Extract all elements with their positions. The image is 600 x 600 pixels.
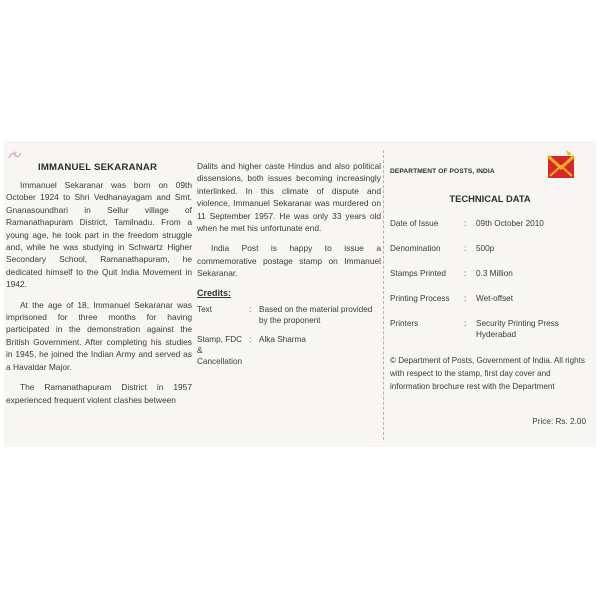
technical-separator: : — [464, 294, 467, 303]
technical-value: 500p — [476, 244, 495, 253]
credit-separator: : — [249, 304, 252, 314]
technical-data-heading: TECHNICAL DATA — [449, 193, 531, 204]
technical-value: 09th October 2010 — [476, 219, 544, 228]
credit-separator: : — [249, 334, 252, 344]
technical-data-column — [390, 160, 590, 426]
credits-heading: Credits: — [197, 287, 232, 298]
perforation-divider — [383, 150, 384, 440]
credit-label: Stamp, FDC & Cancellation — [197, 334, 243, 366]
technical-label: Date of Issue — [390, 219, 439, 228]
credit-row — [197, 334, 381, 367]
technical-separator: : — [464, 269, 467, 278]
bio-paragraph: Dalits and higher caste Hindus and also political dissensions, both issues becoming increasingly interlinked. In this climate of dispute and violence, Immanuel Sekaranar was murdered on 11 September 1957. He was only 33 years old when he met his unfortunate end. — [197, 161, 381, 234]
credit-row — [197, 304, 381, 326]
brochure-title: IMMANUEL SEKARANAR — [38, 162, 158, 173]
bio-paragraph: The Ramanathapuram District in 1957 experienced frequent violent clashes between — [6, 382, 192, 405]
technical-value: Security Printing Press Hyderabad — [476, 319, 559, 339]
bio-paragraph: Immanuel Sekaranar was born on 09th October 1924 to Shri Vedhanayagam and Smt. Gnanasoundhari in Sellur village of Ramanathapuram District, Tamilnadu. From a young age, he took part in the freedom struggle and, while he was studying in Schwartz Higher Secondary School, Ramanathapuram, he dedicated himself to the Quit India Movement in 1942. — [6, 180, 192, 290]
technical-label: Printing Process — [390, 294, 450, 303]
bio-paragraph: At the age of 18, Immanuel Sekaranar was imprisoned for three months for having participated in the demonstration against the British Government. After completing his studies in 1945, he joined the Indian Army and served as a Havaldar Major. — [6, 299, 192, 372]
technical-row — [390, 268, 590, 279]
technical-row — [390, 293, 590, 304]
technical-label: Stamps Printed — [390, 269, 446, 278]
department-name: DEPARTMENT OF POSTS, INDIA — [390, 168, 495, 175]
technical-value: 0.3 Million — [476, 269, 513, 278]
copyright-notice: © Department of Posts, Government of India. All rights with respect to the stamp, first day cover and information brochure rest with the Department — [390, 356, 585, 391]
technical-separator: : — [464, 219, 467, 228]
biography-column-middle — [197, 160, 381, 375]
biography-column-left — [6, 160, 192, 414]
technical-row — [390, 243, 590, 254]
technical-label: Printers — [390, 319, 419, 328]
credit-value: Alka Sharma — [259, 334, 306, 344]
technical-separator: : — [464, 244, 467, 253]
bio-paragraph: India Post is happy to issue a commemorative postage stamp on Immanuel Sekaranar. — [197, 243, 381, 279]
technical-row — [390, 218, 590, 229]
technical-row — [390, 318, 590, 340]
technical-separator: : — [464, 319, 467, 328]
price-label: Price: Rs. 2.00 — [532, 417, 586, 426]
india-post-logo-icon — [544, 148, 578, 182]
technical-label: Denomination — [390, 244, 441, 253]
technical-value: Wet-offset — [476, 294, 514, 303]
credit-value: Based on the material provided by the proponent — [259, 304, 373, 325]
credit-label: Text — [197, 304, 213, 314]
